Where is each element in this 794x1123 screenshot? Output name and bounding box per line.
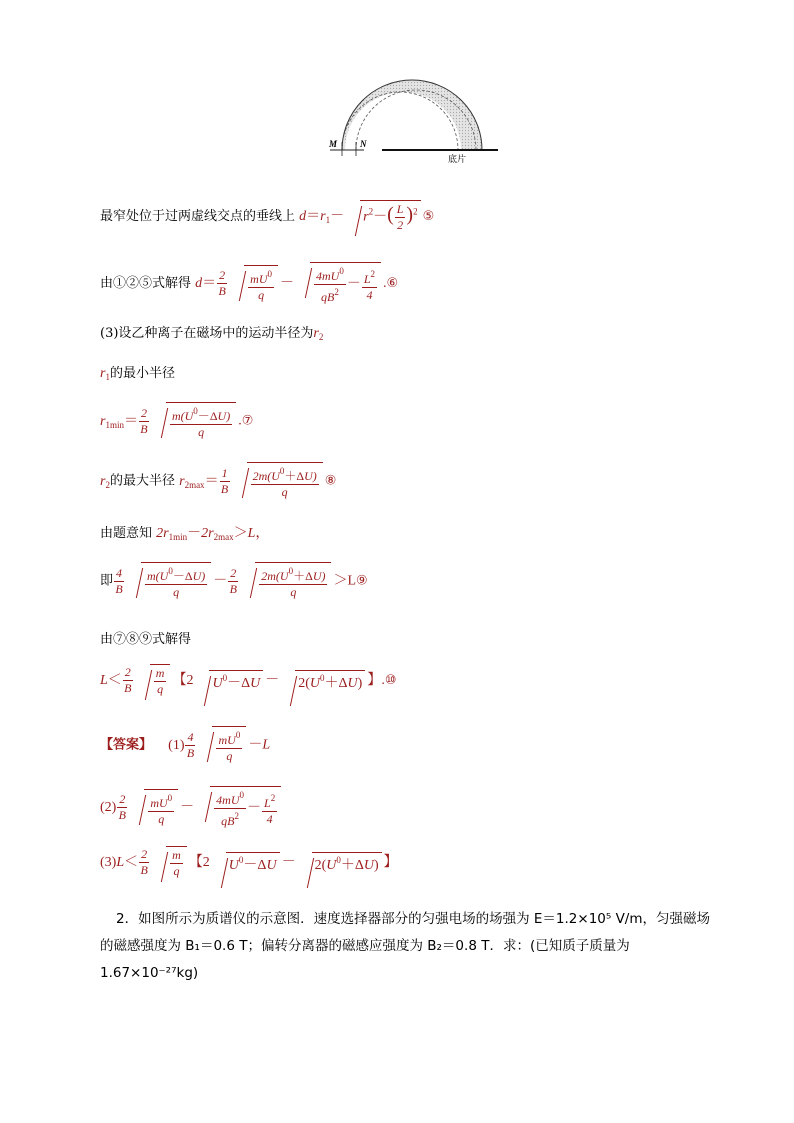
mark-7: ⑦ <box>241 413 254 429</box>
line1-text: 最窄处位于过两虚线交点的垂线上 <box>100 209 296 224</box>
answer-part1: 【答案】 (1) $\frac{4}{B}$ $\frac{mU^0}{q}$ －L <box>100 726 270 764</box>
line-r1-min: $r_{1min}=$ $\frac{2}{B}$ $\frac{m(U^0-\Delta U)}{q}$ .⑦ <box>100 402 253 440</box>
line8-text: 即 <box>100 573 114 589</box>
answer-p3-label: (3) <box>100 855 117 870</box>
line-condition: 由题意知 $2r_{1min}-2r_{2max}>L$， <box>100 526 270 542</box>
line-L-result: L＜ $\frac{2}{B}$ $\frac{m}{q}$ 【2 $U^0-\Delta U - 2(U^0+\Delta U)$ 】.⑩ <box>100 665 397 696</box>
line-solve-d: 由①②⑤式解得 d＝ $\frac{2}{B}$ $\frac{mU^0}{q}$ － $\frac{4mU^0}{qB^2}$ － $\frac{L^2}{4}$ .⑥ <box>100 262 398 305</box>
label-n: N <box>360 139 367 149</box>
line-r2-max: $r_2$的最大半径 $r_{2max}=$ $\frac{1}{B}$ $\frac{2m(U^0+\Delta U)}{q}$ ⑧ <box>100 462 336 500</box>
answer-part2: (2) $\frac{2}{B}$ $\frac{mU^0}{q}$ － $\frac{4mU^0}{qB^2}$ － $\frac{L^2}{4}$ <box>100 786 283 829</box>
line7-text: 由题意知 <box>100 526 153 541</box>
mark-8: ⑧ <box>324 473 337 489</box>
answer-part3: (3)L＜ $\frac{2}{B}$ $\frac{m}{q}$ 【2 $U^0-\Delta U - 2(U^0+\Delta U)$ 】 <box>100 847 398 878</box>
label-m: M <box>329 139 338 149</box>
line-narrowest: 最窄处位于过两虚线交点的垂线上 $d=r_1- r^2-$( $\frac{L}{2}$ )$^2$ ⑤ <box>100 202 435 232</box>
label-film: 底片 <box>448 155 467 163</box>
mark-10: ⑩ <box>384 673 397 688</box>
line3-text: (3)设乙种离子在磁场中的运动半径为 <box>100 326 314 341</box>
trajectory-diagram <box>320 78 510 163</box>
question-2: 2．如图所示为质谱仪的示意图．速度选择器部分的匀强电场的场强为 E＝1.2×10⁵ V/m，匀强磁场的磁感强度为 B₁＝0.6 T；偏转分离器的磁感应强度为 B₂＝0.8 T．求：(已知质子质量为 1.67×10⁻²⁷kg) <box>100 911 711 981</box>
line9-text: 由⑦⑧⑨式解得 <box>100 632 192 647</box>
answer-label: 【答案】 <box>100 737 153 753</box>
line4-text: 的最小半径 <box>109 366 175 381</box>
line-r1-min-label: $r_1$的最小半径 <box>100 366 175 382</box>
mark-9: ⑨ <box>356 573 368 589</box>
line-inequality: 即 $\frac{4}{B}$ $\frac{m(U^0-\Delta U)}{q}$ － $\frac{2}{B}$ $\frac{2m(U^0+\Delta U)}{q}$ ＞L⑨ <box>100 562 368 600</box>
mark-6: ⑥ <box>386 276 399 291</box>
answer-p1-label: (1) <box>168 737 185 753</box>
line-part3-intro: (3)设乙种离子在磁场中的运动半径为$r_2$ <box>100 326 324 342</box>
answer-p2-label: (2) <box>100 800 117 815</box>
line-solve-L-intro <box>100 628 191 647</box>
line2-text: 由①②⑤式解得 <box>100 276 192 291</box>
mark-5: ⑤ <box>422 209 435 224</box>
line6-text: 的最大半径 <box>109 473 175 489</box>
